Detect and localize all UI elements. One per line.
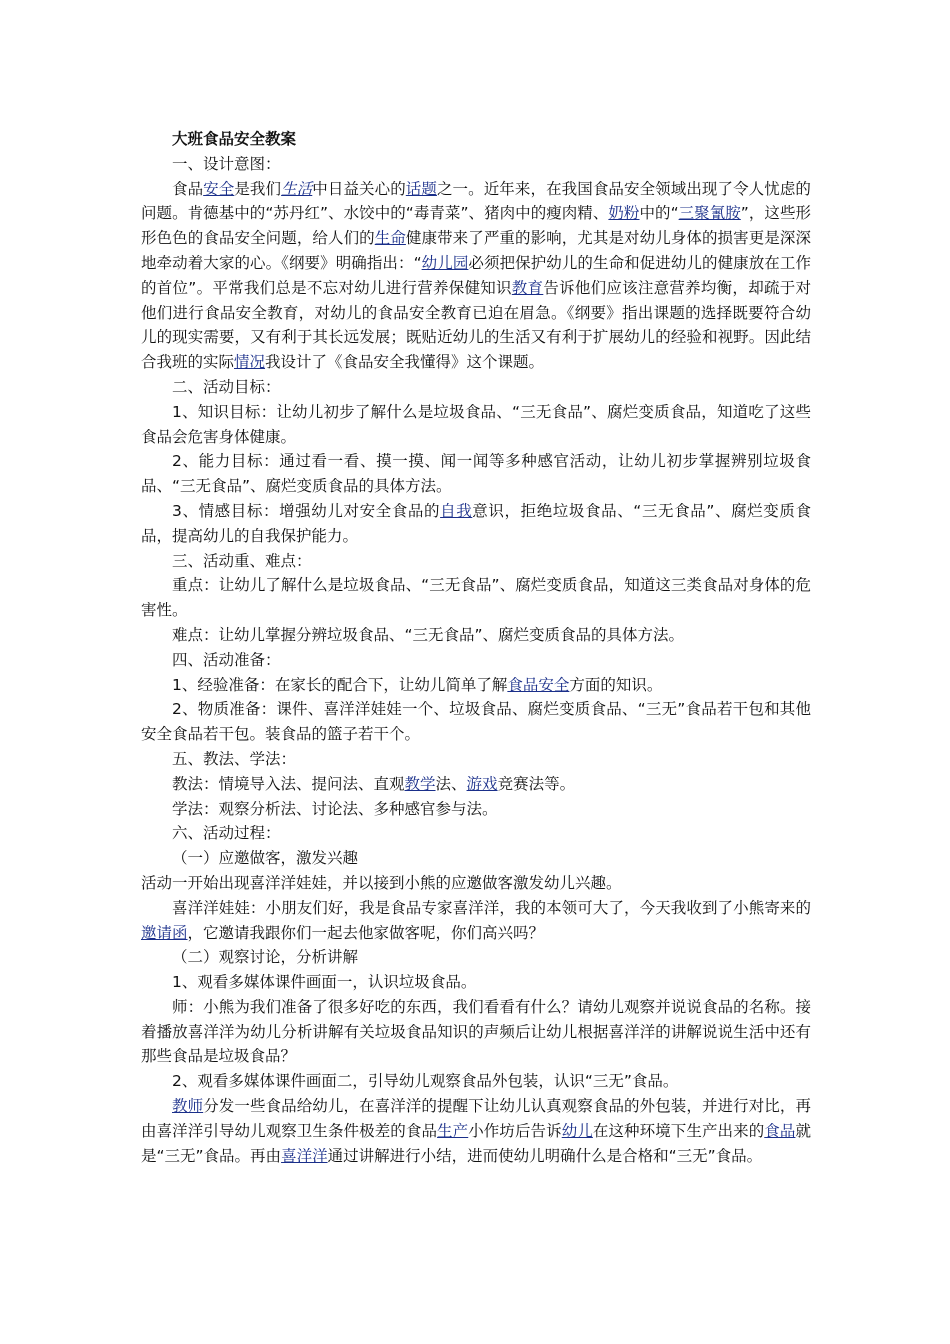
hyperlink[interactable]: 生产 bbox=[437, 1121, 469, 1140]
text-run: 学法：观察分析法、讨论法、多种感官参与法。 bbox=[172, 799, 498, 818]
body-paragraph bbox=[141, 400, 811, 450]
text-run: 活动一开始出现喜洋洋娃娃，并以接到小熊的应邀做客激发幼儿兴趣。 bbox=[141, 873, 622, 892]
section-heading bbox=[141, 152, 811, 177]
text-run: 1、观看多媒体课件画面一，认识垃圾食品。 bbox=[172, 973, 477, 992]
text-run: ，它邀请我跟你们一起去他家做客呢，你们高兴吗？ bbox=[187, 923, 545, 942]
hyperlink[interactable]: 三聚氰胺 bbox=[678, 204, 741, 223]
body-paragraph bbox=[141, 1069, 811, 1094]
text-run: 小作坊后告诉 bbox=[468, 1121, 562, 1140]
hyperlink[interactable]: 生命 bbox=[374, 229, 406, 248]
text-run: 意识，拒绝垃圾食品、“三无食品”、腐烂变质食品，提高幼儿的自我保护能力。 bbox=[141, 501, 811, 545]
text-run: 1、经验准备：在家长的配合下，让幼儿简单了解 bbox=[172, 675, 508, 694]
text-run: 是我们 bbox=[234, 179, 282, 198]
document-body bbox=[141, 127, 811, 1168]
section-heading bbox=[141, 846, 811, 871]
hyperlink[interactable]: 教学 bbox=[404, 774, 436, 793]
text-run: 教法：情境导入法、提问法、直观 bbox=[172, 774, 405, 793]
hyperlink[interactable]: 喜洋洋 bbox=[281, 1146, 328, 1165]
text-run: 必须把保护幼儿的生命和促进幼儿的健康放在工作的首位”。平常我们总是不忘对幼儿进行营养保健知识 bbox=[141, 253, 811, 297]
body-paragraph bbox=[141, 797, 811, 822]
text-run: 一、设计意图： bbox=[172, 154, 281, 173]
text-run: 告诉他们应该注意营养均衡，却疏于对他们进行食品安全教育，对幼儿的食品安全教育已迫在眉急。《纲要》指出课题的选择既要符合幼儿的现实需要，又有利于其长远发展；既贴近幼儿的生活又有利于扩展幼儿的经验和视野。因此结合我班的实际 bbox=[141, 278, 811, 372]
section-heading bbox=[141, 747, 811, 772]
body-paragraph bbox=[141, 1094, 811, 1168]
hyperlink[interactable]: 食品 bbox=[764, 1121, 796, 1140]
text-run: 喜洋洋娃娃：小朋友们好，我是食品专家喜洋洋，我的本领可大了，今天我收到了小熊寄来的 bbox=[172, 898, 811, 917]
section-heading bbox=[141, 648, 811, 673]
text-run: 法、 bbox=[435, 774, 467, 793]
text-run: 2、物质准备：课件、喜洋洋娃娃一个、垃圾食品、腐烂变质食品、“三无”食品若干包和其他安全食品若干包。装食品的篮子若干个。 bbox=[141, 700, 811, 744]
text-run: （一）应邀做客，激发兴趣 bbox=[172, 849, 359, 868]
hyperlink[interactable]: 食品安全 bbox=[507, 675, 570, 694]
hyperlink[interactable]: 幼儿 bbox=[561, 1121, 593, 1140]
text-run: 难点：让幼儿掌握分辨垃圾食品、“三无食品”、腐烂变质食品的具体方法。 bbox=[172, 625, 685, 644]
body-paragraph bbox=[141, 573, 811, 623]
text-run: 之一。近年来，在我国食品安全领域出现了令人忧虑的问题。肯德基中的“苏丹红”、水饺中的“毒青菜”、猪肉中的瘦肉精、 bbox=[141, 179, 811, 223]
text-run: 我设计了《食品安全我懂得》这个课题。 bbox=[265, 353, 545, 372]
text-run: 二、活动目标： bbox=[172, 377, 281, 396]
text-run: 五、教法、学法： bbox=[172, 749, 297, 768]
body-paragraph bbox=[141, 772, 811, 797]
body-paragraph bbox=[141, 673, 811, 698]
body-paragraph bbox=[141, 449, 811, 499]
body-paragraph bbox=[141, 499, 811, 549]
text-run: 六、活动过程： bbox=[172, 824, 281, 843]
text-run: 四、活动准备： bbox=[172, 650, 281, 669]
text-run: 师：小熊为我们准备了很多好吃的东西，我们看看有什么？请幼儿观察并说说食品的名称。接着播放喜洋洋为幼儿分析讲解有关垃圾食品知识的声频后让幼儿根据喜洋洋的讲解说说生活中还有那些食品是垃圾食品？ bbox=[141, 997, 811, 1066]
body-paragraph bbox=[141, 871, 811, 896]
text-run: 健康带来了严重的影响，尤其是对幼儿身体的损害更是深深地牵动着大家的心。《纲要》明确指出：“ bbox=[141, 229, 811, 272]
section-heading bbox=[141, 375, 811, 400]
body-paragraph bbox=[141, 697, 811, 747]
text-run: （二）观察讨论，分析讲解 bbox=[172, 948, 359, 967]
text-run: 方面的知识。 bbox=[569, 675, 663, 694]
text-run: 三、活动重、难点： bbox=[172, 551, 312, 570]
text-run: 2、观看多媒体课件画面二，引导幼儿观察食品外包装，认识“三无”食品。 bbox=[172, 1072, 679, 1091]
body-paragraph bbox=[141, 623, 811, 648]
body-paragraph bbox=[141, 177, 811, 375]
text-run: 通过讲解进行小结，进而使幼儿明确什么是合格和“三无”食品。 bbox=[327, 1146, 763, 1165]
section-heading bbox=[141, 945, 811, 970]
hyperlink[interactable]: 生活 bbox=[281, 179, 313, 198]
body-paragraph bbox=[141, 896, 811, 946]
hyperlink[interactable]: 邀请函 bbox=[141, 923, 188, 942]
text-run: 2、能力目标：通过看一看、摸一摸、闻一闻等多种感官活动，让幼儿初步掌握辨别垃圾食品、“三无食品”、腐烂变质食品的具体方法。 bbox=[141, 452, 811, 496]
text-run: 重点：让幼儿了解什么是垃圾食品、“三无食品”、腐烂变质食品，知道这三类食品对身体的危害性。 bbox=[141, 576, 811, 620]
section-heading bbox=[141, 549, 811, 574]
text-run: 就是“三无”食品。再由 bbox=[141, 1121, 811, 1165]
text-run: 竞赛法等。 bbox=[497, 774, 576, 793]
document-content bbox=[141, 152, 811, 1169]
body-paragraph bbox=[141, 970, 811, 995]
body-paragraph bbox=[141, 995, 811, 1069]
hyperlink[interactable]: 教育 bbox=[511, 278, 544, 297]
text-run: 食品 bbox=[172, 179, 204, 198]
text-run: 在这种环境下生产出来的 bbox=[592, 1121, 765, 1140]
text-run: 分发一些食品给幼儿，在喜洋洋的提醒下让幼儿认真观察食品的外包装，并进行对比，再由喜洋洋引导幼儿观察卫生条件极差的食品 bbox=[141, 1097, 811, 1140]
hyperlink[interactable]: 情况 bbox=[234, 353, 266, 372]
hyperlink[interactable]: 奶粉 bbox=[608, 204, 640, 223]
section-heading bbox=[141, 821, 811, 846]
hyperlink[interactable]: 话题 bbox=[405, 179, 437, 198]
text-run: ”，这些形形色色的食品安全问题，给人们的 bbox=[141, 204, 811, 248]
text-run: 中的“ bbox=[639, 204, 679, 223]
text-run: 1、知识目标：让幼儿初步了解什么是垃圾食品、“三无食品”、腐烂变质食品，知道吃了这些食品会危害身体健康。 bbox=[141, 402, 811, 446]
hyperlink[interactable]: 自我 bbox=[440, 501, 473, 520]
text-run: 中日益关心的 bbox=[312, 179, 406, 198]
hyperlink[interactable]: 游戏 bbox=[466, 774, 498, 793]
text-run: 3、情感目标：增强幼儿对安全食品的 bbox=[172, 501, 441, 520]
hyperlink[interactable]: 幼儿园 bbox=[421, 253, 469, 272]
document-title: 大班食品安全教案 bbox=[172, 130, 297, 148]
hyperlink[interactable]: 教师 bbox=[172, 1097, 204, 1116]
hyperlink[interactable]: 安全 bbox=[203, 179, 235, 198]
